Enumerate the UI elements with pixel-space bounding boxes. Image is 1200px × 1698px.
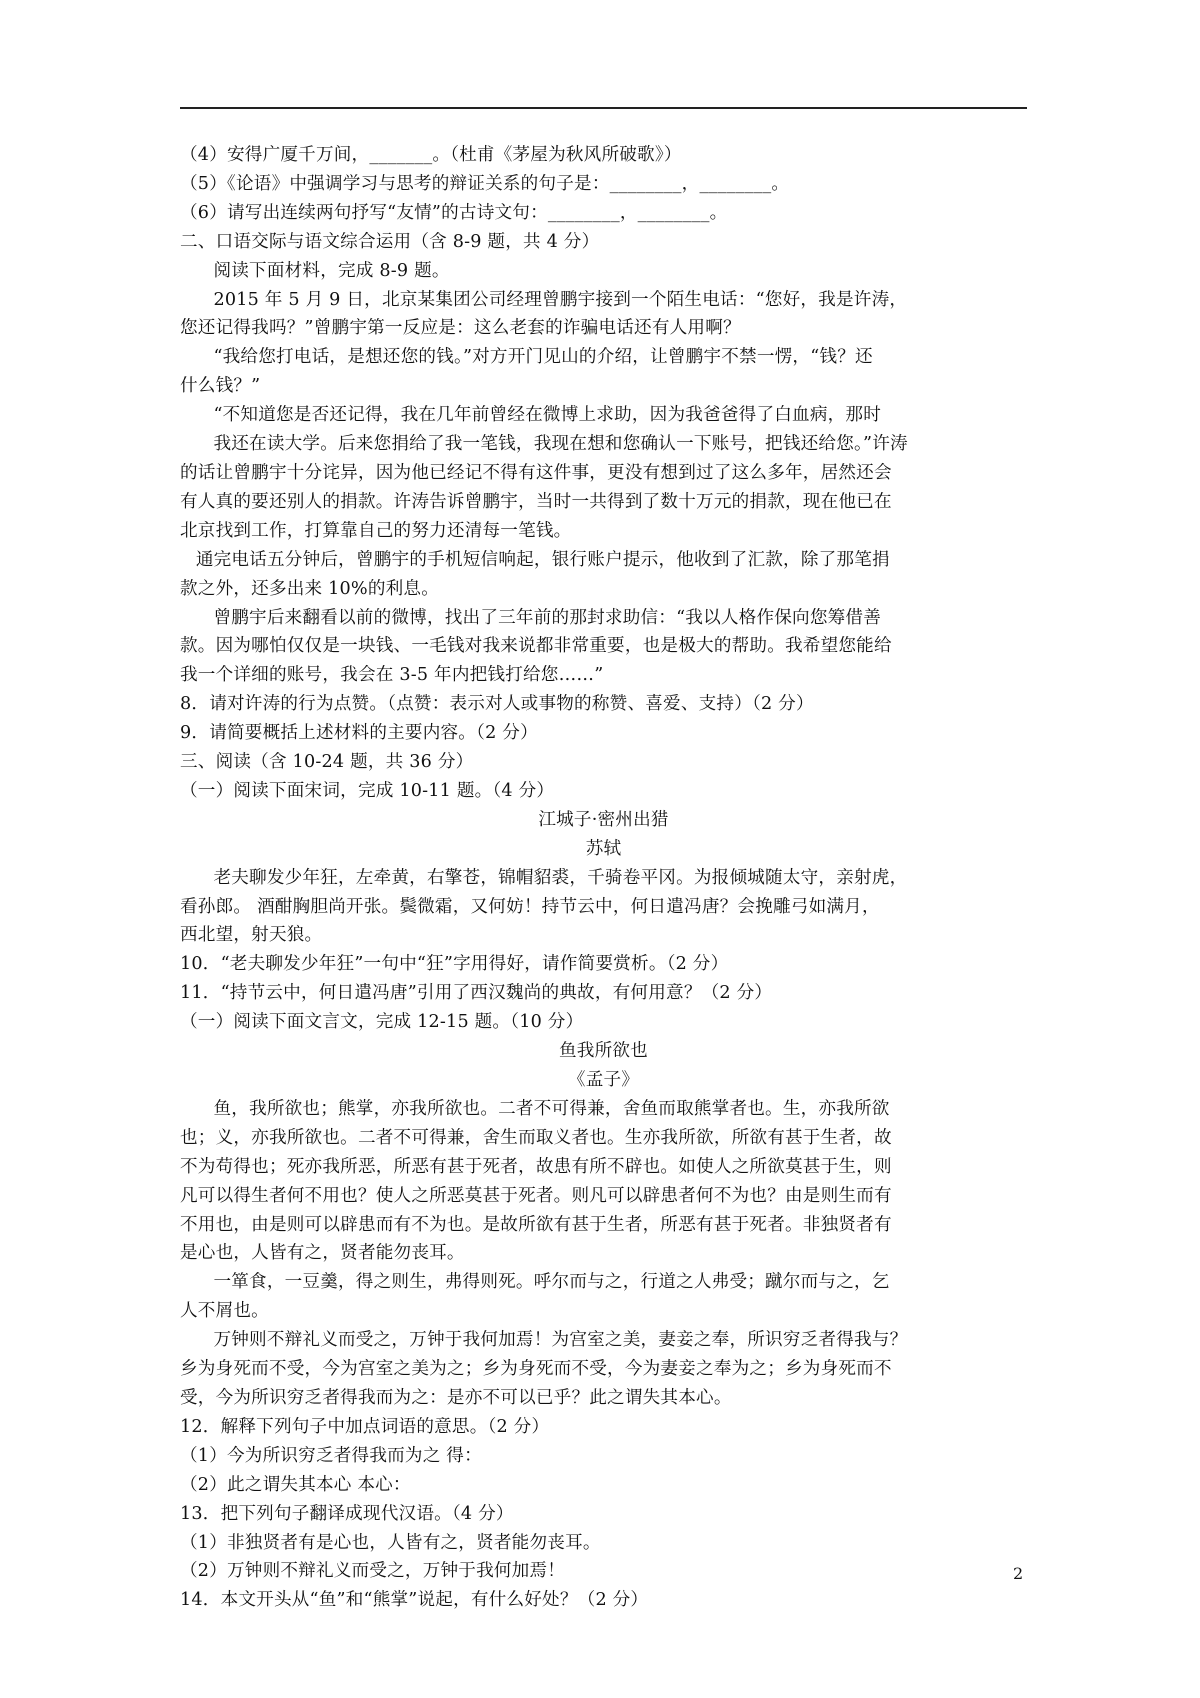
line-text: ________ xyxy=(699,173,772,194)
line-text: 曾鹏宇后来翻看以前的微博，找出了三年前的那封求助信：“我以人格作保向您筹借善 xyxy=(213,607,882,628)
text-line xyxy=(180,661,1027,690)
text-line xyxy=(180,1008,1027,1037)
line-text: 不为苟得也；死亦我所恶，所恶有甚于死者，故患有所不辟也。如使人之所欲莫甚于生，则 xyxy=(180,1156,892,1177)
line-text: （1）非独贤者有是心也，人皆有之，贤者能勿丧耳。 xyxy=(180,1532,601,1553)
text-line xyxy=(180,690,1027,719)
text-line xyxy=(180,401,1027,430)
line-text: 。 xyxy=(709,202,728,223)
text-line xyxy=(180,430,1027,459)
line-text: ________ xyxy=(637,202,710,223)
line-text: 2015 年 5 月 9 日，北京某集团公司经理曾鹏宇接到一个陌生电话：“您好，我是许涛， xyxy=(213,289,908,310)
text-line xyxy=(180,228,1027,257)
line-text: 13．把下列句子翻译成现代汉语。（4 分） xyxy=(180,1503,514,1524)
text-line xyxy=(180,488,1027,517)
line-text: 什么钱？” xyxy=(180,376,261,397)
text-line xyxy=(180,257,1027,286)
text-line xyxy=(180,835,1027,864)
text-line xyxy=(180,1326,1027,1355)
line-text: ， xyxy=(681,173,700,194)
text-line xyxy=(180,141,1027,170)
line-text: （一）阅读下面文言文，完成 12-15 题。（10 分） xyxy=(180,1012,584,1033)
line-text: 是心也，人皆有之，贤者能勿丧耳。 xyxy=(180,1243,465,1264)
text-line xyxy=(180,575,1027,604)
line-text: （6）请写出连续两句抒写“友情”的古诗文句： xyxy=(180,202,548,223)
line-text: （2）万钟则不辩礼义而受之，万钟于我何加焉！ xyxy=(180,1561,566,1582)
line-text: 8．请对许涛的行为点赞。（点赞：表示对人或事物的称赞、喜爱、支持）（2 分） xyxy=(180,694,814,715)
text-line xyxy=(180,893,1027,922)
line-text: _______ xyxy=(369,145,433,165)
text-line xyxy=(180,343,1027,372)
text-line xyxy=(180,1124,1027,1153)
line-text: 万钟则不辩礼义而受之，万钟于我何加焉！为宫室之美，妻妾之奉，所识穷乏者得我与？ xyxy=(213,1330,908,1351)
line-text: 通完电话五分钟后，曾鹏宇的手机短信响起，银行账户提示，他收到了汇款，除了那笔捐 xyxy=(195,549,890,570)
text-line xyxy=(180,314,1027,343)
text-line xyxy=(180,632,1027,661)
text-line xyxy=(180,1500,1027,1529)
text-line xyxy=(180,1037,1027,1066)
line-text: 款之外，还多出来 10%的利息。 xyxy=(180,578,440,599)
text-line xyxy=(180,1529,1027,1558)
text-line xyxy=(180,1586,1027,1615)
line-text: 苏轼 xyxy=(585,838,622,859)
document-body xyxy=(180,141,1027,1615)
line-text: 9．请简要概括上述材料的主要内容。（2 分） xyxy=(180,723,538,744)
line-text: 10．“老夫聊发少年狂”一句中“狂”字用得好，请作简要赏析。（2 分） xyxy=(180,954,729,975)
line-text: 11．“持节云中，何日遣冯唐”引用了西汉魏尚的典故，有何用意？（2 分） xyxy=(180,983,773,1004)
line-text: 有人真的要还别人的捐款。许涛告诉曾鹏宇，当时一共得到了数十万元的捐款，现在他已在 xyxy=(180,491,892,512)
text-line xyxy=(180,1442,1027,1471)
line-text: ________ xyxy=(547,202,620,223)
line-text: 凡可以得生者何不用也？使人之所恶莫甚于死者。则凡可以辟患者何不为也？由是则生而有 xyxy=(180,1185,892,1206)
text-line xyxy=(180,286,1027,315)
line-text: 我一个详细的账号，我会在 3-5 年内把钱打给您……” xyxy=(180,665,604,686)
line-text: 二、口语交际与语文综合运用（含 8-9 题，共 4 分） xyxy=(180,231,600,252)
line-text: 江城子·密州出猎 xyxy=(538,809,669,830)
text-line xyxy=(180,1384,1027,1413)
line-text: （2）此之谓失其本心 本心： xyxy=(180,1474,411,1495)
line-text: 12．解释下列句子中加点词语的意思。（2 分） xyxy=(180,1416,550,1437)
line-text: “我给您打电话，是想还您的钱。”对方开门见山的介绍，让曾鹏宇不禁一愣，“钱？还 xyxy=(213,347,873,368)
text-line xyxy=(180,604,1027,633)
text-line xyxy=(180,1413,1027,1442)
line-text: 鱼我所欲也 xyxy=(559,1041,648,1062)
line-text: 北京找到工作，打算靠自己的努力还清每一笔钱。 xyxy=(180,520,572,541)
text-line xyxy=(180,1182,1027,1211)
text-line xyxy=(180,1239,1027,1268)
text-line xyxy=(180,1355,1027,1384)
text-line xyxy=(180,719,1027,748)
text-line xyxy=(180,1153,1027,1182)
line-text: 14．本文开头从“鱼”和“熊掌”说起，有什么好处？（2 分） xyxy=(180,1590,649,1611)
line-text: 老夫聊发少年狂，左牵黄，右擎苍，锦帽貂裘，千骑卷平冈。为报倾城随太守，亲射虎， xyxy=(213,867,908,888)
line-text: （4）安得广厦千万间， xyxy=(180,145,370,165)
line-text: （1）今为所识穷乏者得我而为之 得： xyxy=(180,1445,482,1466)
text-line xyxy=(180,1297,1027,1326)
text-line xyxy=(180,517,1027,546)
line-text: 。 xyxy=(771,173,790,194)
line-text: 《孟子》 xyxy=(567,1070,640,1090)
text-line xyxy=(180,950,1027,979)
text-line xyxy=(180,170,1027,199)
line-text: 乡为身死而不受，今为宫室之美为之；乡为身死而不受，今为妻妾之奉为之；乡为身死而不 xyxy=(180,1359,892,1380)
line-text: 看孙郎。 酒酣胸胆尚开张。鬓微霜，又何妨！持节云中，何日遣冯唐？会挽雕弓如满月， xyxy=(180,896,880,917)
line-text: 的话让曾鹏宇十分诧异，因为他已经记不得有这件事，更没有想到过了这么多年，居然还会 xyxy=(180,462,892,483)
line-text: 我还在读大学。后来您捐给了我一笔钱，我现在想和您确认一下账号，把钱还给您。”许涛 xyxy=(213,434,908,455)
line-text: 。（杜甫《茅屋为秋风所破歌》） xyxy=(432,145,682,165)
line-text: 您还记得我吗？”曾鹏宇第一反应是：这么老套的诈骗电话还有人用啊？ xyxy=(180,318,741,339)
line-text: （一）阅读下面宋词，完成 10-11 题。（4 分） xyxy=(180,780,555,801)
line-text: 款。因为哪怕仅仅是一块钱、一毛钱对我来说都非常重要，也是极大的帮助。我希望您能给 xyxy=(180,636,892,657)
line-text: 西北望，射天狼。 xyxy=(180,925,323,946)
line-text: 人不屑也。 xyxy=(180,1301,269,1322)
text-line xyxy=(180,748,1027,777)
text-line xyxy=(180,806,1027,835)
text-line xyxy=(180,546,1027,575)
text-line xyxy=(180,1268,1027,1297)
text-line xyxy=(180,864,1027,893)
text-line xyxy=(180,1557,1027,1586)
text-line xyxy=(180,979,1027,1008)
line-text: 受，今为所识穷乏者得我而为之：是亦不可以已乎？此之谓失其本心。 xyxy=(180,1387,732,1408)
line-text: （5）《论语》中强调学习与思考的辩证关系的句子是： xyxy=(180,173,610,194)
line-text: 三、阅读（含 10-24 题，共 36 分） xyxy=(180,752,474,773)
text-line xyxy=(180,459,1027,488)
text-line xyxy=(180,199,1027,228)
header-rule xyxy=(180,107,1027,109)
text-line xyxy=(180,1066,1027,1095)
text-line xyxy=(180,372,1027,401)
line-text: 不用也，由是则可以辟患而有不为也。是故所欲有甚于生者，所恶有甚于死者。非独贤者有 xyxy=(180,1214,892,1235)
line-text: 也；义，亦我所欲也。二者不可得兼，舍生而取义者也。生亦我所欲，所欲有甚于生者，故 xyxy=(180,1127,892,1148)
line-text: 鱼，我所欲也；熊掌，亦我所欲也。二者不可得兼，舍鱼而取熊掌者也。生，亦我所欲 xyxy=(213,1098,890,1119)
line-text: 阅读下面材料，完成 8-9 题。 xyxy=(213,260,450,281)
line-text: ， xyxy=(619,202,638,223)
line-text: ________ xyxy=(609,173,682,194)
page-number: 2 xyxy=(1013,1564,1024,1583)
text-line xyxy=(180,1095,1027,1124)
text-line xyxy=(180,777,1027,806)
line-text: “不知道您是否还记得，我在几年前曾经在微博上求助，因为我爸爸得了白血病，那时 xyxy=(213,405,882,426)
text-line xyxy=(180,1211,1027,1240)
line-text: 一箪食，一豆羹，得之则生，弗得则死。呼尔而与之，行道之人弗受；蹴尔而与之，乞 xyxy=(213,1272,890,1293)
text-line xyxy=(180,921,1027,950)
text-line xyxy=(180,1471,1027,1500)
